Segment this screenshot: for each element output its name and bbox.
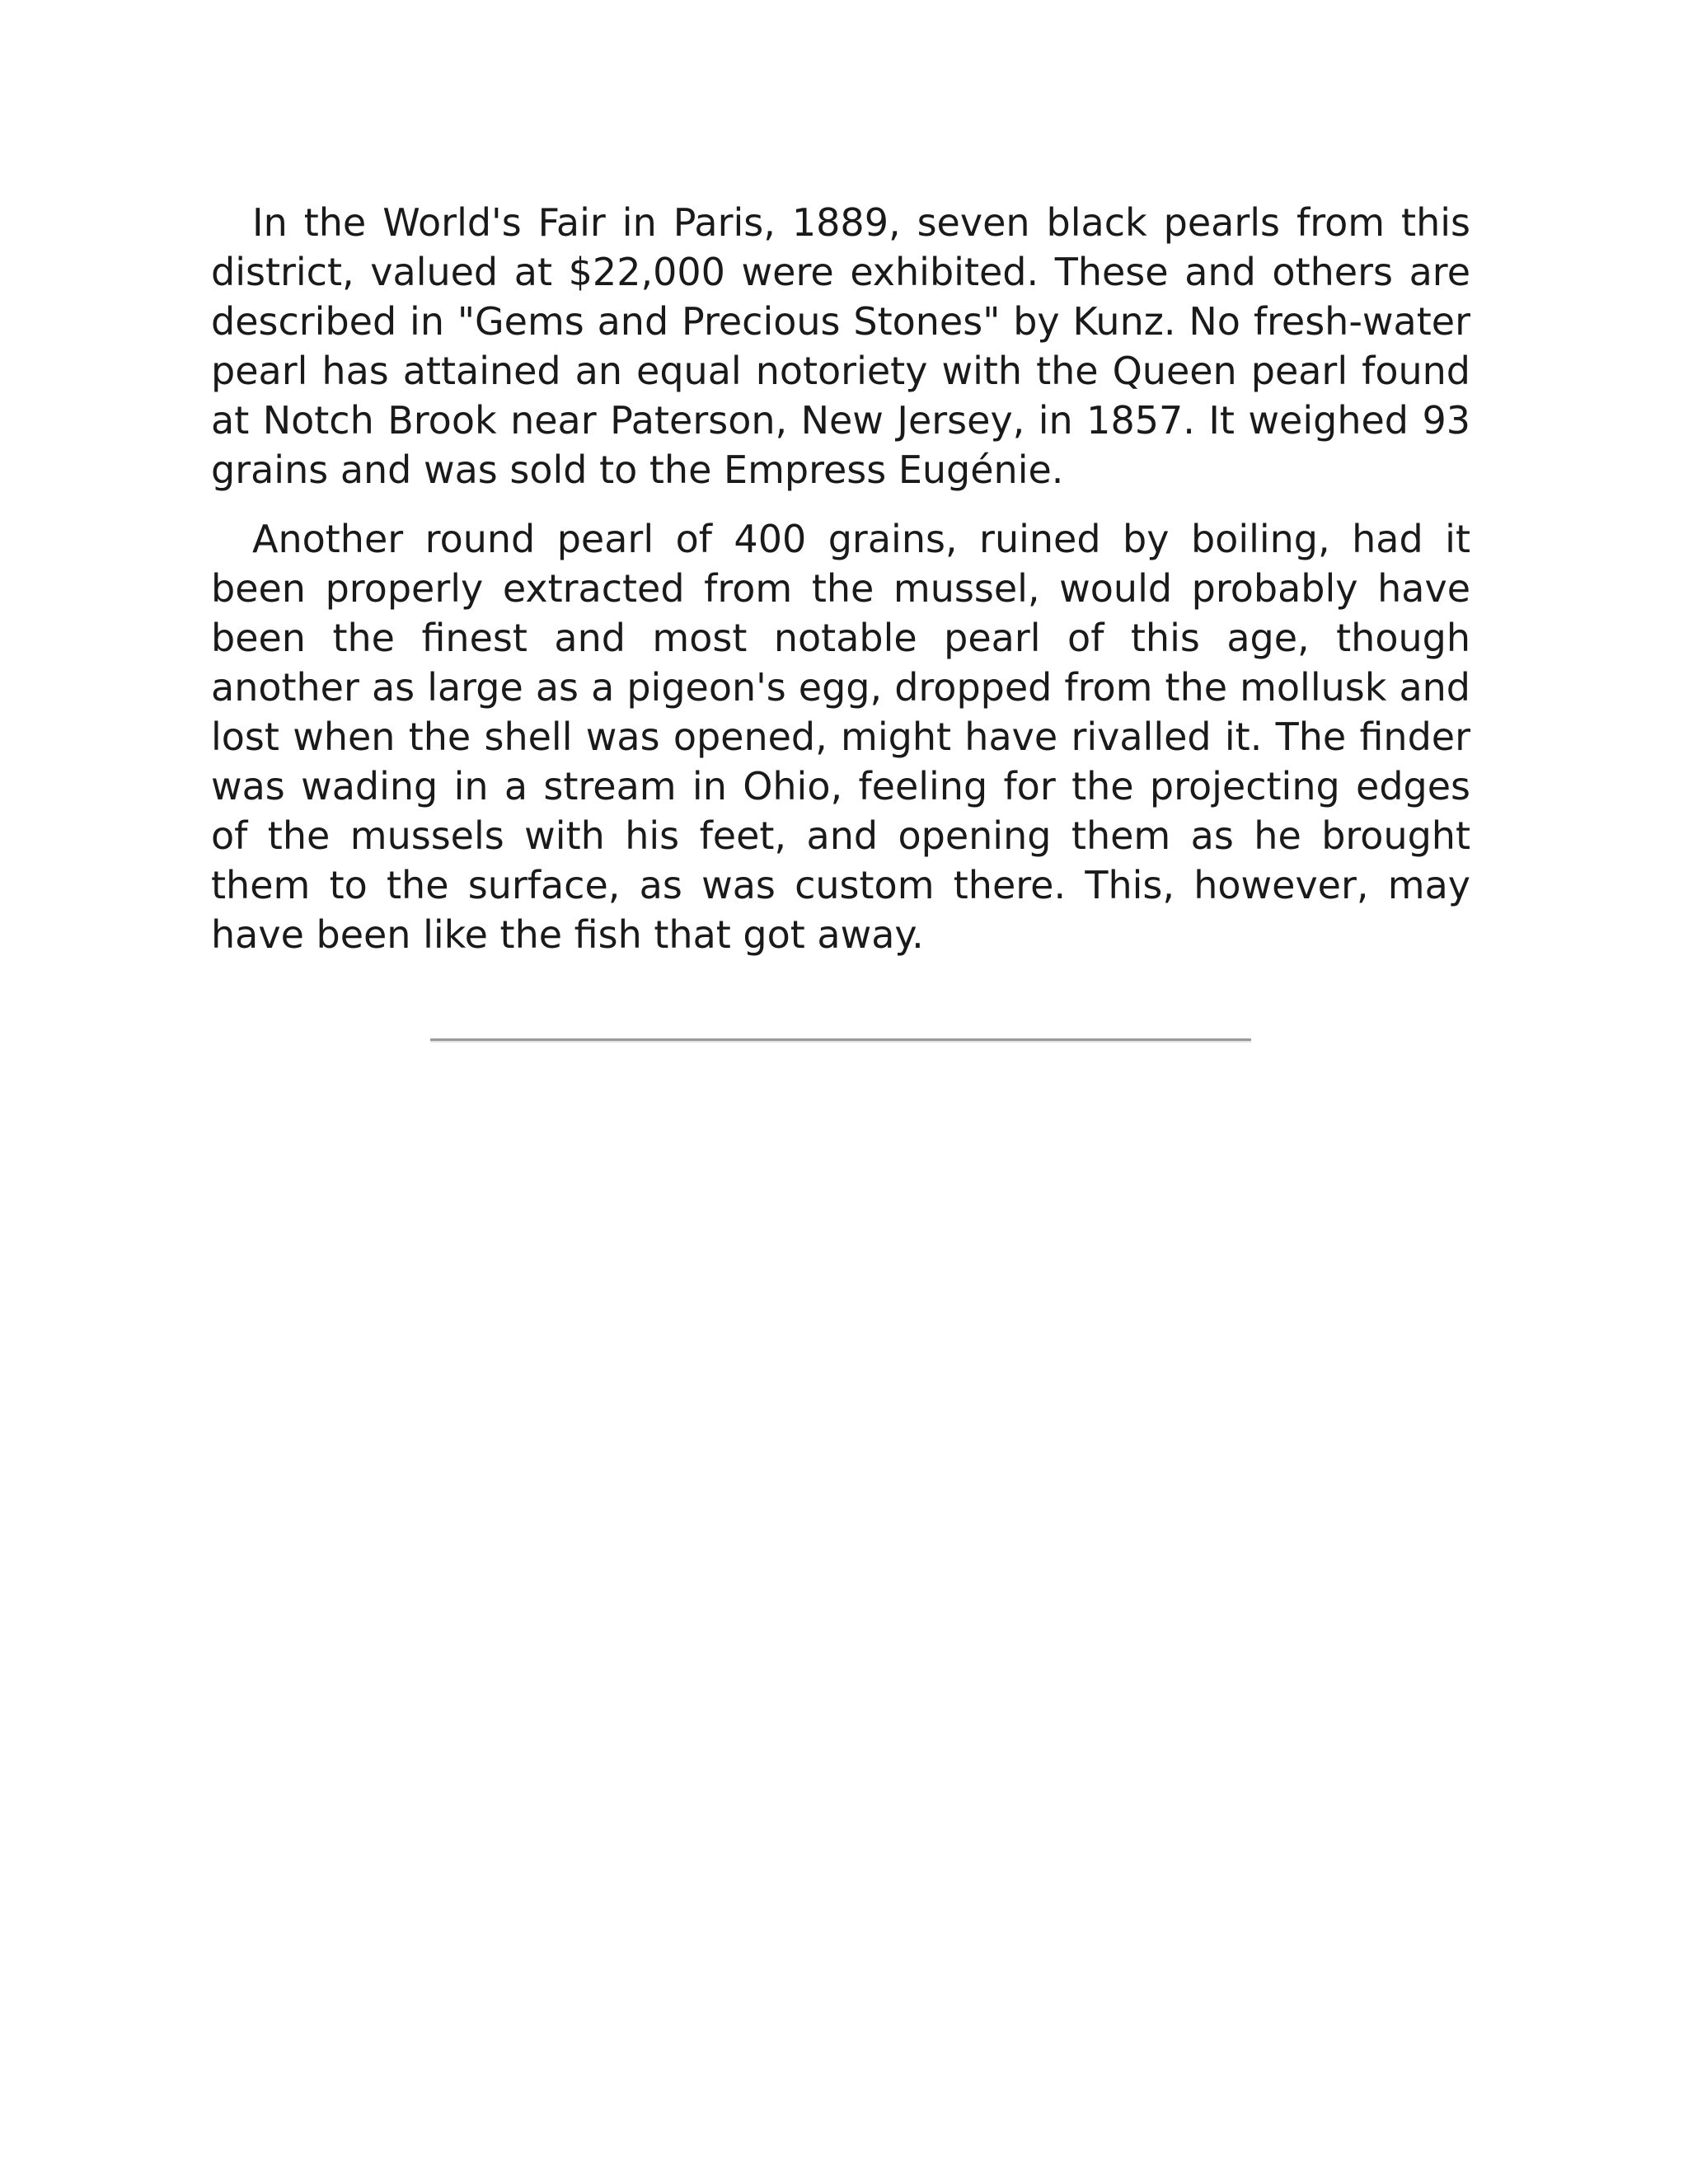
section-divider xyxy=(430,1038,1251,1043)
body-text xyxy=(211,198,1470,979)
paragraph-2: Another round pearl of 400 grains, ruined by boiling, had it been properly extracted from the mussel, would probably have been the finest and most notable pearl of this age, though another as large as a pigeon's egg, dropped from the mollusk and lost when the shell was opened, might have rivalled it. The finder was wading in a stream in Ohio, feeling for the projecting edges of the mussels with his feet, and opening them as he brought them to the surface, as was custom there. This, however, may have been like the fish that got away. xyxy=(211,517,1470,957)
paragraph-1: In the World's Fair in Paris, 1889, seven black pearls from this district, valued at $22,000 were exhibited. These and others are described in "Gems and Precious Stones" by Kunz. No fresh-water pearl has attained an equal notoriety with the Queen pearl found at Notch Brook near Paterson, New Jersey, in 1857. It weighed 93 grains and was sold to the Empress Eugénie. xyxy=(211,200,1470,492)
